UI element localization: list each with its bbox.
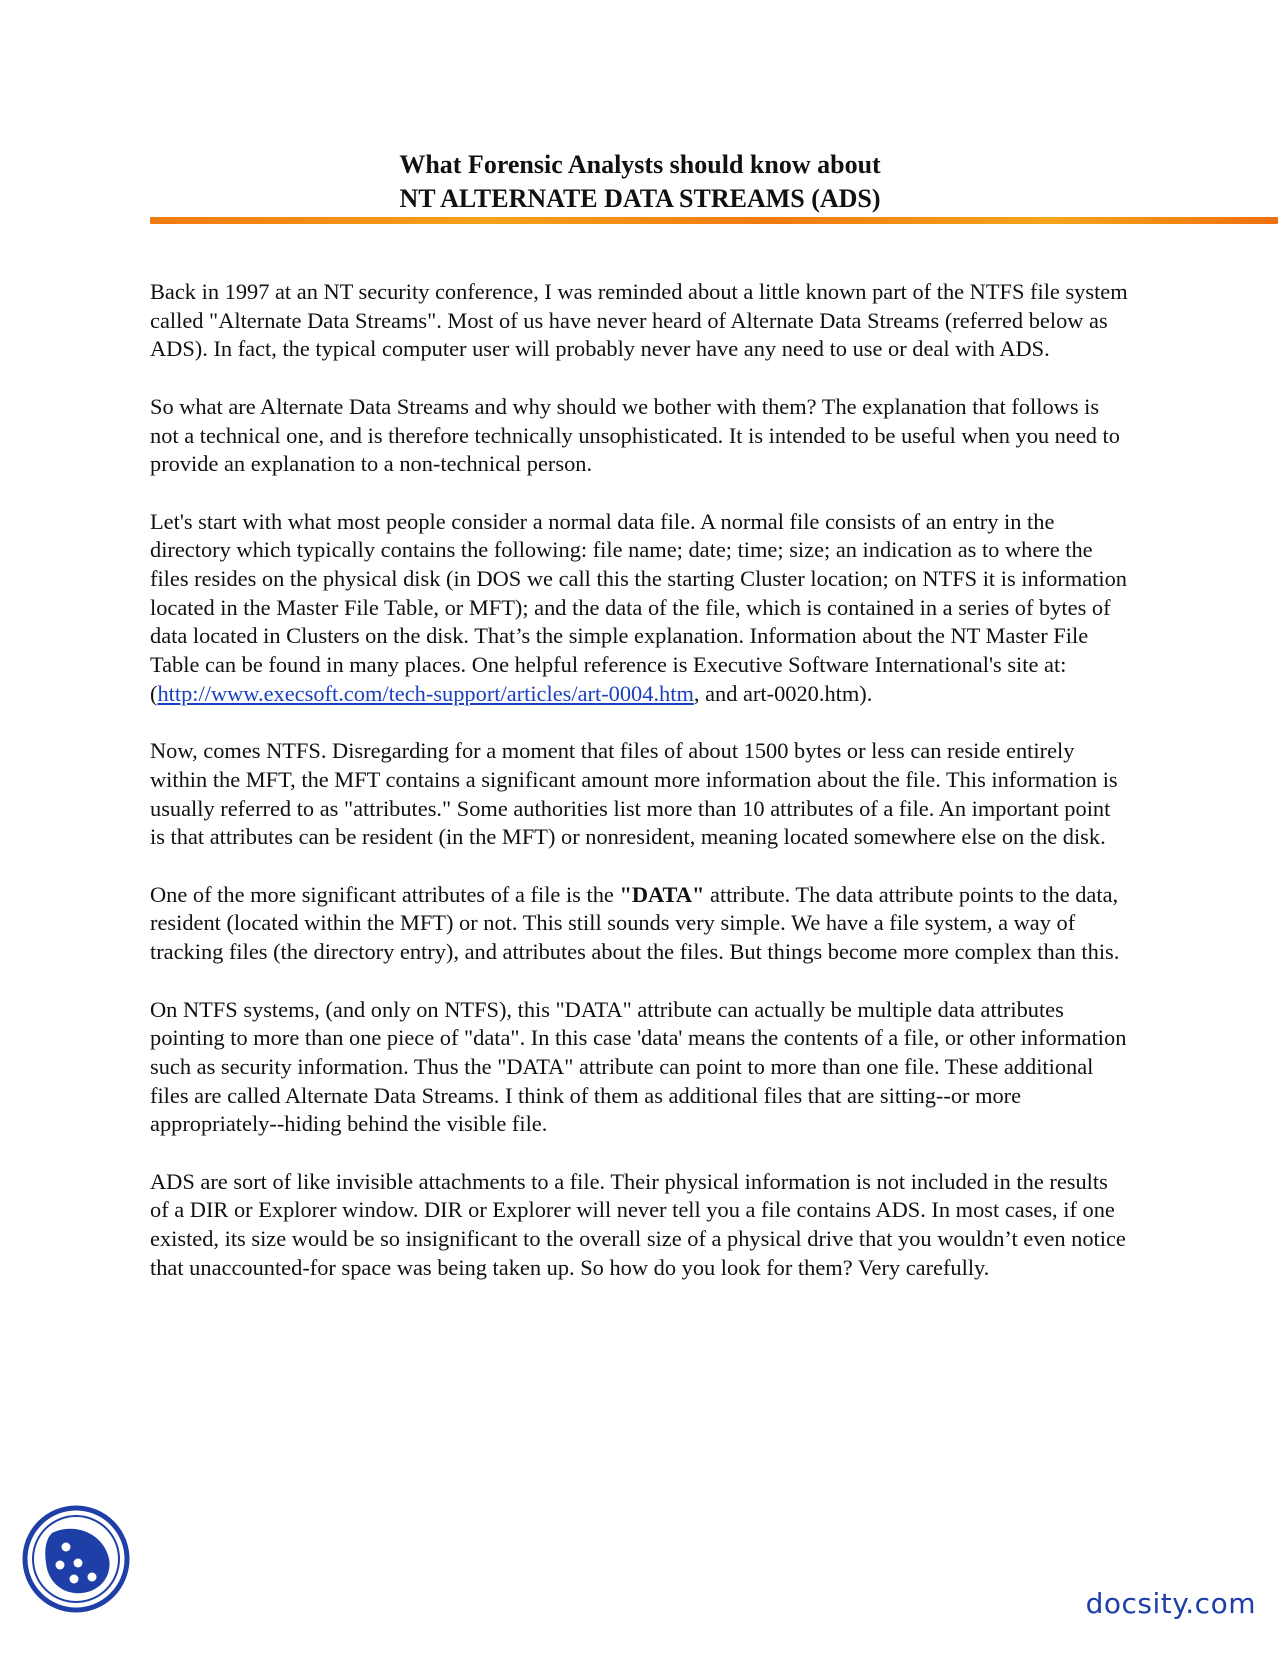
paragraph-3 <box>150 508 1130 709</box>
page-title <box>150 148 1130 216</box>
paragraph-7: ADS are sort of like invisible attachments to a file. Their physical information is not included in the results of a DIR or Explorer window. DIR or Explorer will never tell you a file contains ADS. In most cases, if one existed, its size would be so insignificant to the overall size of a physical drive that you wouldn’t even notice that unaccounted-for space was being taken up. So how do you look for them? Very carefully. <box>150 1168 1126 1280</box>
paragraph-6: On NTFS systems, (and only on NTFS), this "DATA" attribute can actually be multiple data attributes pointing to more than one piece of "data". In this case 'data' means the contents of a file, or other information such as security information. Thus the "DATA" attribute can point to more than one file. These additional files are called Alternate Data Streams. I think of them as additional files that are sitting--or more appropriately--hiding behind the visible file. <box>150 996 1127 1137</box>
link-prefix: ( <box>150 680 158 706</box>
docsity-brand-text[interactable]: docsity.com <box>1085 1587 1256 1620</box>
paragraph-2: So what are Alternate Data Streams and why should we bother with them? The explanation that follows is not a technical one, and is therefore technically unsophisticated. It is intended to be useful when you need to provide an explanation to a non-technical person. <box>150 393 1120 477</box>
paragraph-3-text: Let's start with what most people consider a normal data file. A normal file consists of an entry in the directory which typically contains the following: file name; date; time; size; an indication as to where the files resides on the physical disk (in DOS we call this the starting Cluster location; on NTFS it is information located in the Master File Table, or MFT); and the data of the file, which is contained in a series of bytes of data located in Clusters on the disk. That’s the simple explanation. Information about the NT Master File Table can be found in many places. One helpful reference is Executive Software International's site at: <box>150 508 1127 678</box>
paragraph-4: Now, comes NTFS. Disregarding for a moment that files of about 1500 bytes or less can reside entirely within the MFT, the MFT contains a significant amount more information about the file. This information is usually referred to as "attributes." Some authorities list more than 10 attributes of a file. An important point is that attributes can be resident (in the MFT) or nonresident, meaning located somewhere else on the disk. <box>150 738 1118 850</box>
document-body <box>150 278 1130 1311</box>
title-line-1: What Forensic Analysts should know about <box>399 150 881 179</box>
paragraph-5 <box>150 881 1130 967</box>
execsoft-article-link[interactable]: http://www.execsoft.com/tech-support/articles/art-0004.htm <box>157 680 694 706</box>
title-line-2: NT ALTERNATE DATA STREAMS (ADS) <box>399 184 881 213</box>
link-suffix: , and art-0020.htm). <box>693 680 873 706</box>
title-divider <box>150 217 1278 224</box>
paragraph-5-after: attribute. The data attribute points to the data, resident (located within the MFT) or not. This still sounds very simple. We have a file system, a way of tracking files (the directory entry), and attributes about the files. But things become more complex than this. <box>150 881 1120 965</box>
paragraph-1: Back in 1997 at an NT security conference, I was reminded about a little known part of the NTFS file system called "Alternate Data Streams". Most of us have never heard of Alternate Data Streams (referred below as ADS). In fact, the typical computer user will probably never have any need to use or deal with ADS. <box>150 279 1128 362</box>
paragraph-5-before: One of the more significant attributes of a file is the <box>150 881 620 907</box>
data-attribute-bold: "DATA" <box>619 881 705 907</box>
docsity-logo-icon[interactable] <box>22 1505 130 1613</box>
